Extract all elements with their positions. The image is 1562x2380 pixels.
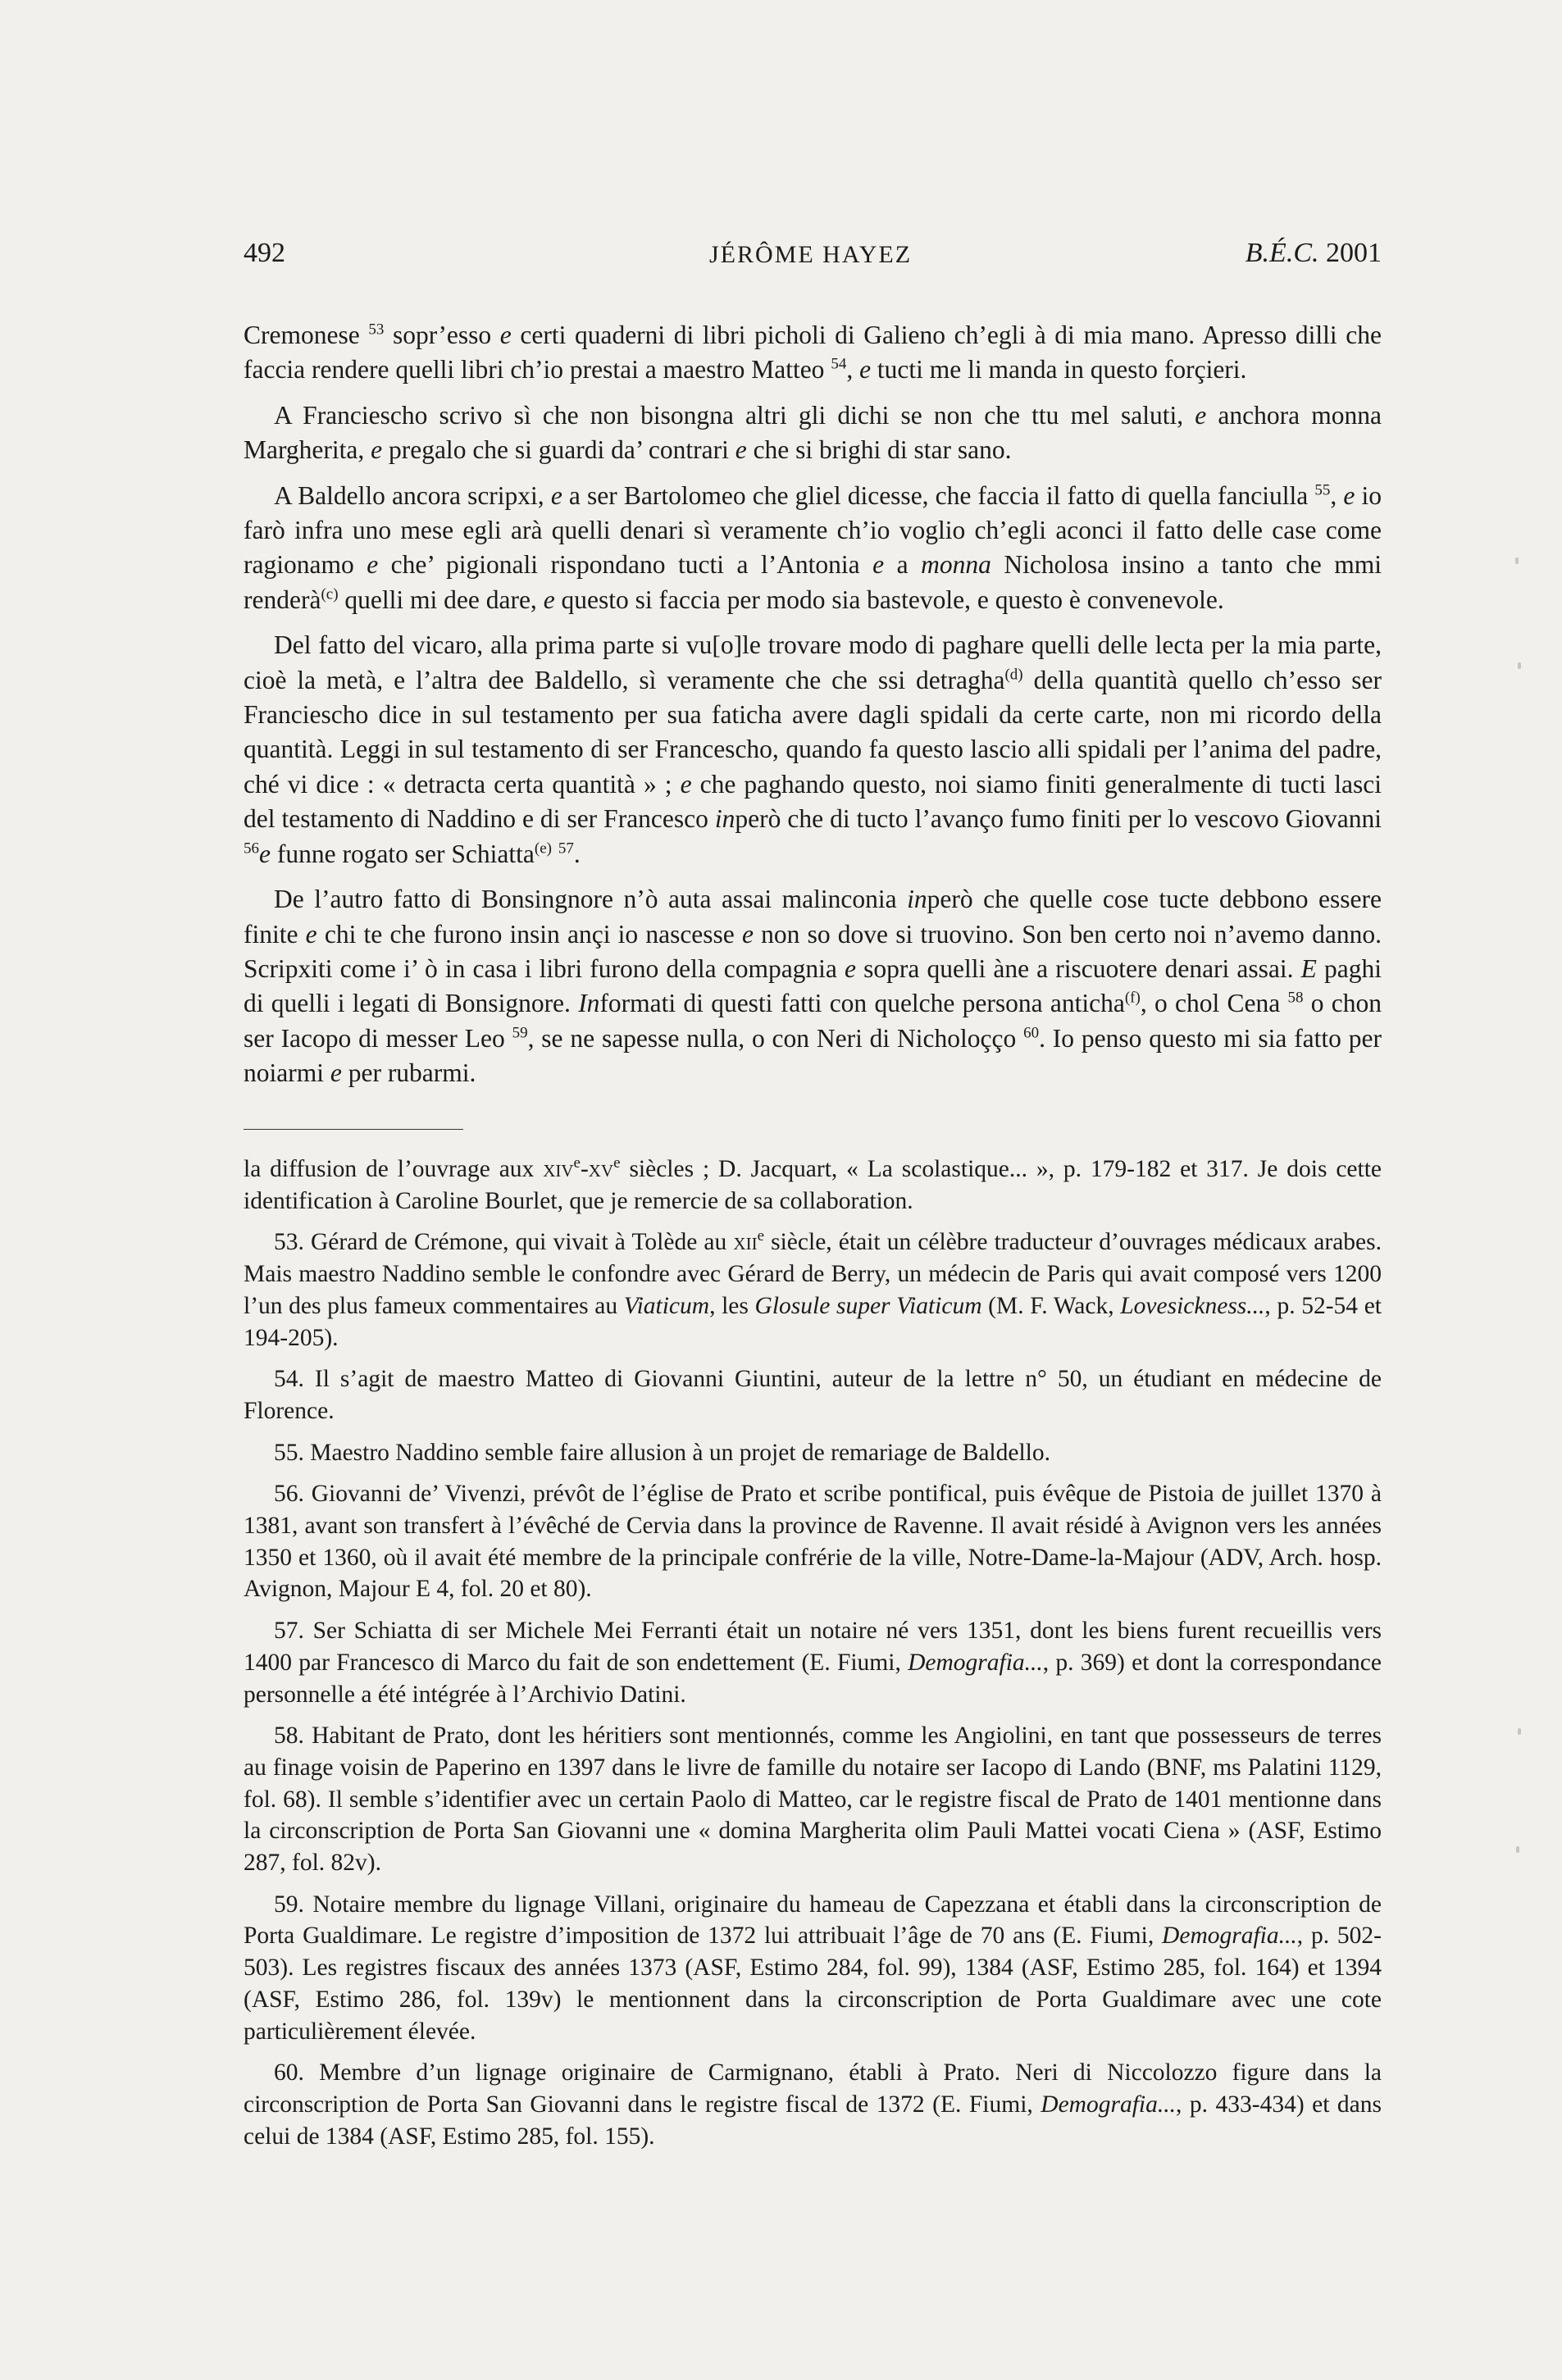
- paragraph: A Franciescho scrivo sì che non bisongna altri gli dichi se non che ttu mel saluti, e anchora monna Margherita, e pregalo che si guardi da’ contrari e che si brighi di star sano.: [244, 400, 1382, 465]
- paper-speck: [1515, 557, 1519, 564]
- paragraph: A Baldello ancora scripxi, e a ser Bartolomeo che gliel dicesse, che faccia il fatto di quella fanciulla $^{55}$, e io farò infra uno mese egli arà quelli denari sì veramente ch’io voglio ch’egli aconci il fatto delle case come ragionamo e che’ pigionali rispondano tucti a l’Antonia e a monna Nicholosa insino a tanto che mmi renderà$^{(c)}$ quelli mi dee dare, e questo si faccia per modo sia bastevole, e questo è convenevole.: [244, 480, 1382, 614]
- running-head-journal: [1246, 238, 1382, 269]
- running-head: [244, 238, 1382, 279]
- apparatus-ref: (f): [1124, 989, 1141, 1007]
- footnote-60: 60. Membre d’un lignage originaire de Carmignano, établi à Prato. Neri di Niccolozzo figure dans la circonscription de Porta San Giovanni dans le registre fiscal de 1372 (E. Fiumi, Demografia..., p. 433-434) et dans celui de 1384 (ASF, Estimo 285, fol. 155).: [244, 2059, 1382, 2150]
- footnote-ref: 58: [1287, 989, 1304, 1007]
- footnote-ref: 53: [368, 321, 385, 339]
- paragraph: Del fatto del vicaro, alla prima parte si vu[o]le trovare modo di paghare quelli delle lecta per la mia parte, cioè la metà, e l’altra dee Baldello, sì veramente che che ssi detragha$^{(d)}$ della quantità quello ch’esso ser Franciescho dice in sul testamento per sua faticha avere dagli spidali da certe carte, non mi ricordo della quantità. Leggi in sul testamento di ser Francescho, quando fa questo lascio alli spidali per l’anima del padre, ché vi dice : « detracta certa quantità » ; e che paghando questo, noi siamo finiti generalmente di tucti lasci del testamento di Naddino e di ser Francesco inperò che di tucto l’avanço fumo finiti per lo vescovo Giovanni $^{56}$e funne rogato ser Schiatta$^{(e)}$ $^{57}$.: [244, 630, 1382, 868]
- apparatus-ref: (d): [1004, 666, 1023, 684]
- journal-abbrev: B.É.C.: [1245, 238, 1319, 268]
- paper-speck: [1518, 662, 1521, 669]
- footnote-ref: 56: [244, 840, 259, 858]
- footnote-59: 59. Notaire membre du lignage Villani, originaire du hameau de Capezzana et établi dans la circonscription de Porta Gualdimare. Le registre d’imposition de 1372 lui attribuait l’âge de 70 ans (E. Fiumi, Demografia..., p. 502-503). Les registres fiscaux des années 1373 (ASF, Estimo 284, fol. 99), 1384 (ASF, Estimo 285, fol. 164) et 1394 (ASF, Estimo 286, fol. 139v) le mentionnent dans la circonscription de Porta Gualdimare avec une cote particulièrement élevée.: [244, 1891, 1382, 2045]
- running-head-author: JÉRÔME HAYEZ: [709, 241, 913, 268]
- footnote-53: 53. Gérard de Crémone, qui vivait à Tolède au xii$^e$ siècle, était un célèbre traducteur d’ouvrages médicaux arabes. Mais maestro Naddino semble le confondre avec Gérard de Berry, un médecin de Paris qui avait composé vers 1200 l’un des plus fameux commentaires au Viaticum, les Glosule super Viaticum (M. F. Wack, Lovesickness..., p. 52-54 et 194-205).: [244, 1227, 1382, 1351]
- footnote-ref: 57: [558, 840, 574, 858]
- apparatus-ref: (c): [321, 585, 339, 603]
- footnote-ref: 59: [512, 1024, 528, 1042]
- paper-speck: [1518, 1728, 1521, 1735]
- paragraph: Cremonese $^{53}$ sopr’esso e certi quaderni di libri picholi di Galieno ch’egli à di mia mano. Apresso dilli che faccia rendere quelli libri ch’io prestai a maestro Matteo $^{54}$, e tucti me li manda in questo forçieri.: [244, 321, 1382, 385]
- footnote-54: 54. Il s’agit de maestro Matteo di Giovanni Giuntini, auteur de la lettre n° 50, un étudiant en médecine de Florence.: [244, 1366, 1382, 1424]
- apparatus-ref: (e): [534, 840, 552, 858]
- paragraph: De l’autro fatto di Bonsingnore n’ò auta assai malinconia inperò che quelle cose tucte debbono essere finite e chi te che furono insin ançi io nascesse e non so dove si truovino. Son ben certo noi n’avemo danno. Scripxiti come i’ ò in casa i libri furono della compagnia e sopra quelli àne a riscuotere denari assai. E paghi di quelli i legati di Bonsignore. Informati di questi fatti con quelche persona anticha$^{(f)}$, o chol Cena $^{58}$ o chon ser Iacopo di messer Leo $^{59}$, se ne sapesse nulla, o con Neri di Nicholoçço $^{60}$. Io penso questo mi sia fatto per noiarmi e per rubarmi.: [244, 885, 1382, 1088]
- footnote-ref: 60: [1023, 1024, 1040, 1042]
- footnote-57: 57. Ser Schiatta di ser Michele Mei Ferranti était un notaire né vers 1351, dont les biens furent recueillis vers 1400 par Francesco di Marco du fait de son endettement (E. Fiumi, Demografia..., p. 369) et dont la correspondance personnelle a été intégrée à l’Archivio Datini.: [244, 1618, 1382, 1708]
- letter-text: [244, 318, 1382, 1102]
- paper-speck: [1516, 1846, 1519, 1853]
- footnote-separator: [244, 1129, 463, 1130]
- footnotes: [244, 1154, 1382, 2162]
- footnote-56: 56. Giovanni de’ Vivenzi, prévôt de l’église de Prato et scribe pontifical, puis évêque de Pistoia de juillet 1370 à 1381, avant son transfert à l’évêché de Cervia dans la province de Ravenne. Il avait résidé à Avignon vers les années 1350 et 1360, où il avait été membre de la principale confrérie de la ville, Notre-Dame-la-Majour (ADV, Arch. hosp. Avignon, Majour E 4, fol. 20 et 80).: [244, 1481, 1382, 1603]
- footnote-ref: 55: [1314, 481, 1331, 499]
- footnote-ref: 54: [831, 355, 847, 373]
- footnote-58: 58. Habitant de Prato, dont les héritiers sont mentionnés, comme les Angiolini, en tant que possesseurs de terres au finage voisin de Paperino en 1397 dans le livre de famille du notaire ser Iacopo di Lando (BNF, ms Palatini 1129, fol. 68). Il semble s’identifier avec un certain Paolo di Matteo, car le registre fiscal de Prato de 1401 mentionne dans la circonscription de Porta San Giovanni une « domina Margherita olim Pauli Mattei vocati Ciena » (ASF, Estimo 287, fol. 82v).: [244, 1722, 1382, 1877]
- footnote-55: 55. Maestro Naddino semble faire allusion à un projet de remariage de Baldello.: [274, 1439, 1050, 1466]
- footnote-continued: la diffusion de l’ouvrage aux $xiv^e-xv^e$ siècles ; D. Jacquart, « La scolastique... », p. 179-182 et 317. Je dois cette identification à Caroline Bourlet, que je remercie de sa collaboration.: [244, 1154, 1382, 1214]
- journal-year: 2001: [1326, 238, 1382, 268]
- page-number: 492: [244, 238, 285, 268]
